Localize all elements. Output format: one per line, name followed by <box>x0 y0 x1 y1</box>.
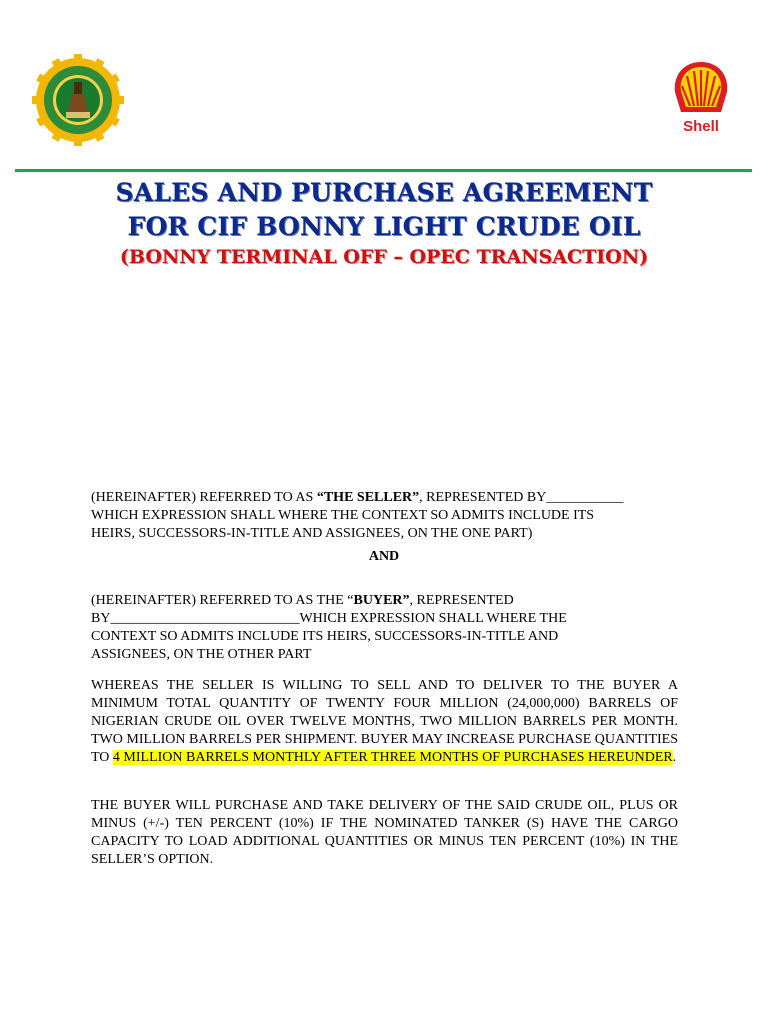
shell-wordmark: Shell <box>683 118 719 135</box>
nnpc-seal-icon <box>32 54 124 146</box>
title-line-3: (BONNY TERMINAL OFF – OPEC TRANSACTION) <box>119 246 649 268</box>
header-divider <box>15 169 752 172</box>
seller-line-3: HEIRS, SUCCESSORS-IN-TITLE AND ASSIGNEES, ON THE ONE PART) <box>91 526 533 541</box>
seller-line-1 <box>91 489 678 507</box>
title-line-1: SALES AND PURCHASE AGREEMENT <box>115 178 653 207</box>
buyer-line-4: ASSIGNEES, ON THE OTHER PART <box>91 647 312 662</box>
whereas-end: . <box>672 750 677 765</box>
shell-logo <box>669 60 733 136</box>
whereas-paragraph <box>91 677 678 767</box>
buyer-will-paragraph: THE BUYER WILL PURCHASE AND TAKE DELIVERY OF THE SAID CRUDE OIL, PLUS OR MINUS (+/-) TEN PERCENT (10%) IF THE NOMINATED TANKER (S) HAVE THE CARGO CAPACITY TO LOAD ADDITIONAL QUANTITIES OR MINUS TEN PERCENT (10%) IN THE SELLER’S OPTION. <box>91 798 678 867</box>
seller-pre-text: (HEREINAFTER) REFERRED TO AS <box>91 490 317 505</box>
seller-paragraph <box>91 489 678 543</box>
buyer-line-1 <box>91 592 678 610</box>
shell-pecten-icon <box>669 60 733 136</box>
buyer-bold-term: BUYER” <box>353 593 410 608</box>
seller-represented-by: , REPRESENTED BY___________ <box>419 490 624 505</box>
and-separator: AND <box>368 549 400 564</box>
title-line-2: FOR CIF BONNY LIGHT CRUDE OIL <box>127 212 641 241</box>
whereas-text: WHEREAS THE SELLER IS WILLING TO SELL AND TO DELIVER TO THE BUYER A MINIMUM TOTAL QUANTITY OF TWENTY FOUR MILLION (24,000,000) BARRELS OF NIGERIAN CRUDE OIL OVER TWELVE MONTHS, TWO MILLION BARRELS PER MONTH. TWO MILLION BARRELS PER SHIPMENT. BUYER MAY INCREASE PURCHASE QUANTITIES TO <box>91 678 678 765</box>
nnpc-seal-logo <box>32 54 124 146</box>
buyer-line-2: BY___________________________WHICH EXPRESSION SHALL WHERE THE <box>91 611 567 626</box>
buyer-pre-text: (HEREINAFTER) REFERRED TO AS THE “ <box>91 593 354 608</box>
highlighted-quantity-text: 4 MILLION BARRELS MONTHLY AFTER THREE MONTHS OF PURCHASES HEREUNDER <box>112 750 673 765</box>
buyer-paragraph <box>91 592 678 664</box>
seller-bold-term: “THE SELLER” <box>316 490 420 505</box>
buyer-represented: , REPRESENTED <box>409 593 514 608</box>
seller-line-2: WHICH EXPRESSION SHALL WHERE THE CONTEXT SO ADMITS INCLUDE ITS <box>91 508 595 523</box>
buyer-line-3: CONTEXT SO ADMITS INCLUDE ITS HEIRS, SUCCESSORS-IN-TITLE AND <box>91 629 559 644</box>
